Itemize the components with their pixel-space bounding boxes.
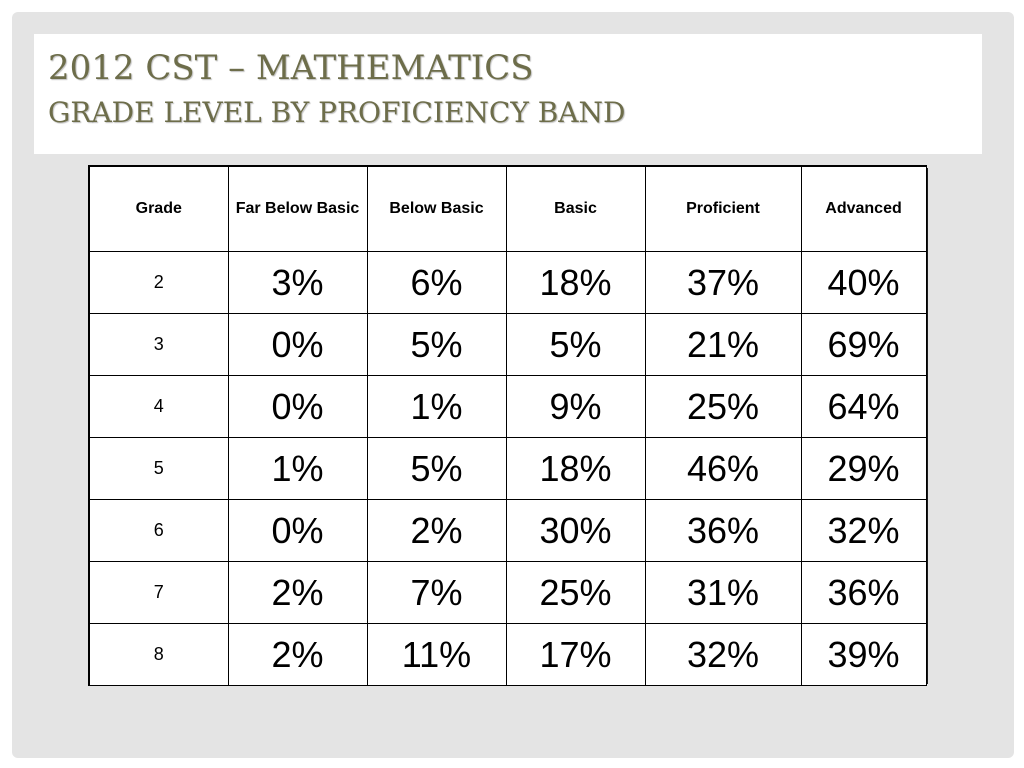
grade-cell: 8 [89, 624, 228, 686]
table-cell: 1% [228, 438, 367, 500]
table-cell: 11% [367, 624, 506, 686]
proficiency-table-container [88, 165, 925, 681]
table-cell: 5% [506, 314, 645, 376]
header-below-basic: Below Basic [367, 166, 506, 252]
table-cell: 36% [801, 562, 926, 624]
grade-cell: 5 [89, 438, 228, 500]
table-cell: 69% [801, 314, 926, 376]
header-grade: Grade [89, 166, 228, 252]
table-cell: 37% [645, 252, 801, 314]
table-cell: 17% [506, 624, 645, 686]
table-cell: 7% [367, 562, 506, 624]
grade-cell: 2 [89, 252, 228, 314]
table-cell: 64% [801, 376, 926, 438]
table-row [89, 252, 926, 314]
table-cell: 40% [801, 252, 926, 314]
table-cell: 5% [367, 314, 506, 376]
table-cell: 3% [228, 252, 367, 314]
table-cell: 32% [801, 500, 926, 562]
table-row [89, 376, 926, 438]
table-cell: 0% [228, 500, 367, 562]
header-basic: Basic [506, 166, 645, 252]
table-row [89, 314, 926, 376]
grade-cell: 6 [89, 500, 228, 562]
table-cell: 6% [367, 252, 506, 314]
grade-cell: 3 [89, 314, 228, 376]
table-cell: 0% [228, 376, 367, 438]
table-row [89, 438, 926, 500]
table-cell: 1% [367, 376, 506, 438]
table-cell: 21% [645, 314, 801, 376]
table-header-row [89, 166, 926, 252]
slide-title: 2012 CST – MATHEMATICS [48, 48, 534, 88]
table-cell: 2% [228, 624, 367, 686]
table-cell: 18% [506, 438, 645, 500]
table-cell: 29% [801, 438, 926, 500]
table-cell: 31% [645, 562, 801, 624]
table-cell: 25% [645, 376, 801, 438]
grade-cell: 7 [89, 562, 228, 624]
table-row [89, 624, 926, 686]
proficiency-table [88, 165, 927, 686]
table-row [89, 562, 926, 624]
header-far-below-basic: Far Below Basic [228, 166, 367, 252]
table-cell: 5% [367, 438, 506, 500]
table-cell: 9% [506, 376, 645, 438]
header-proficient: Proficient [645, 166, 801, 252]
table-cell: 36% [645, 500, 801, 562]
title-box [34, 34, 982, 154]
table-cell: 30% [506, 500, 645, 562]
table-cell: 18% [506, 252, 645, 314]
table-cell: 32% [645, 624, 801, 686]
table-cell: 46% [645, 438, 801, 500]
table-cell: 2% [228, 562, 367, 624]
table-cell: 0% [228, 314, 367, 376]
slide-subtitle: GRADE LEVEL BY PROFICIENCY BAND [48, 96, 626, 129]
table-cell: 2% [367, 500, 506, 562]
table-row [89, 500, 926, 562]
table-cell: 39% [801, 624, 926, 686]
header-advanced: Advanced [801, 166, 926, 252]
grade-cell: 4 [89, 376, 228, 438]
table-cell: 25% [506, 562, 645, 624]
